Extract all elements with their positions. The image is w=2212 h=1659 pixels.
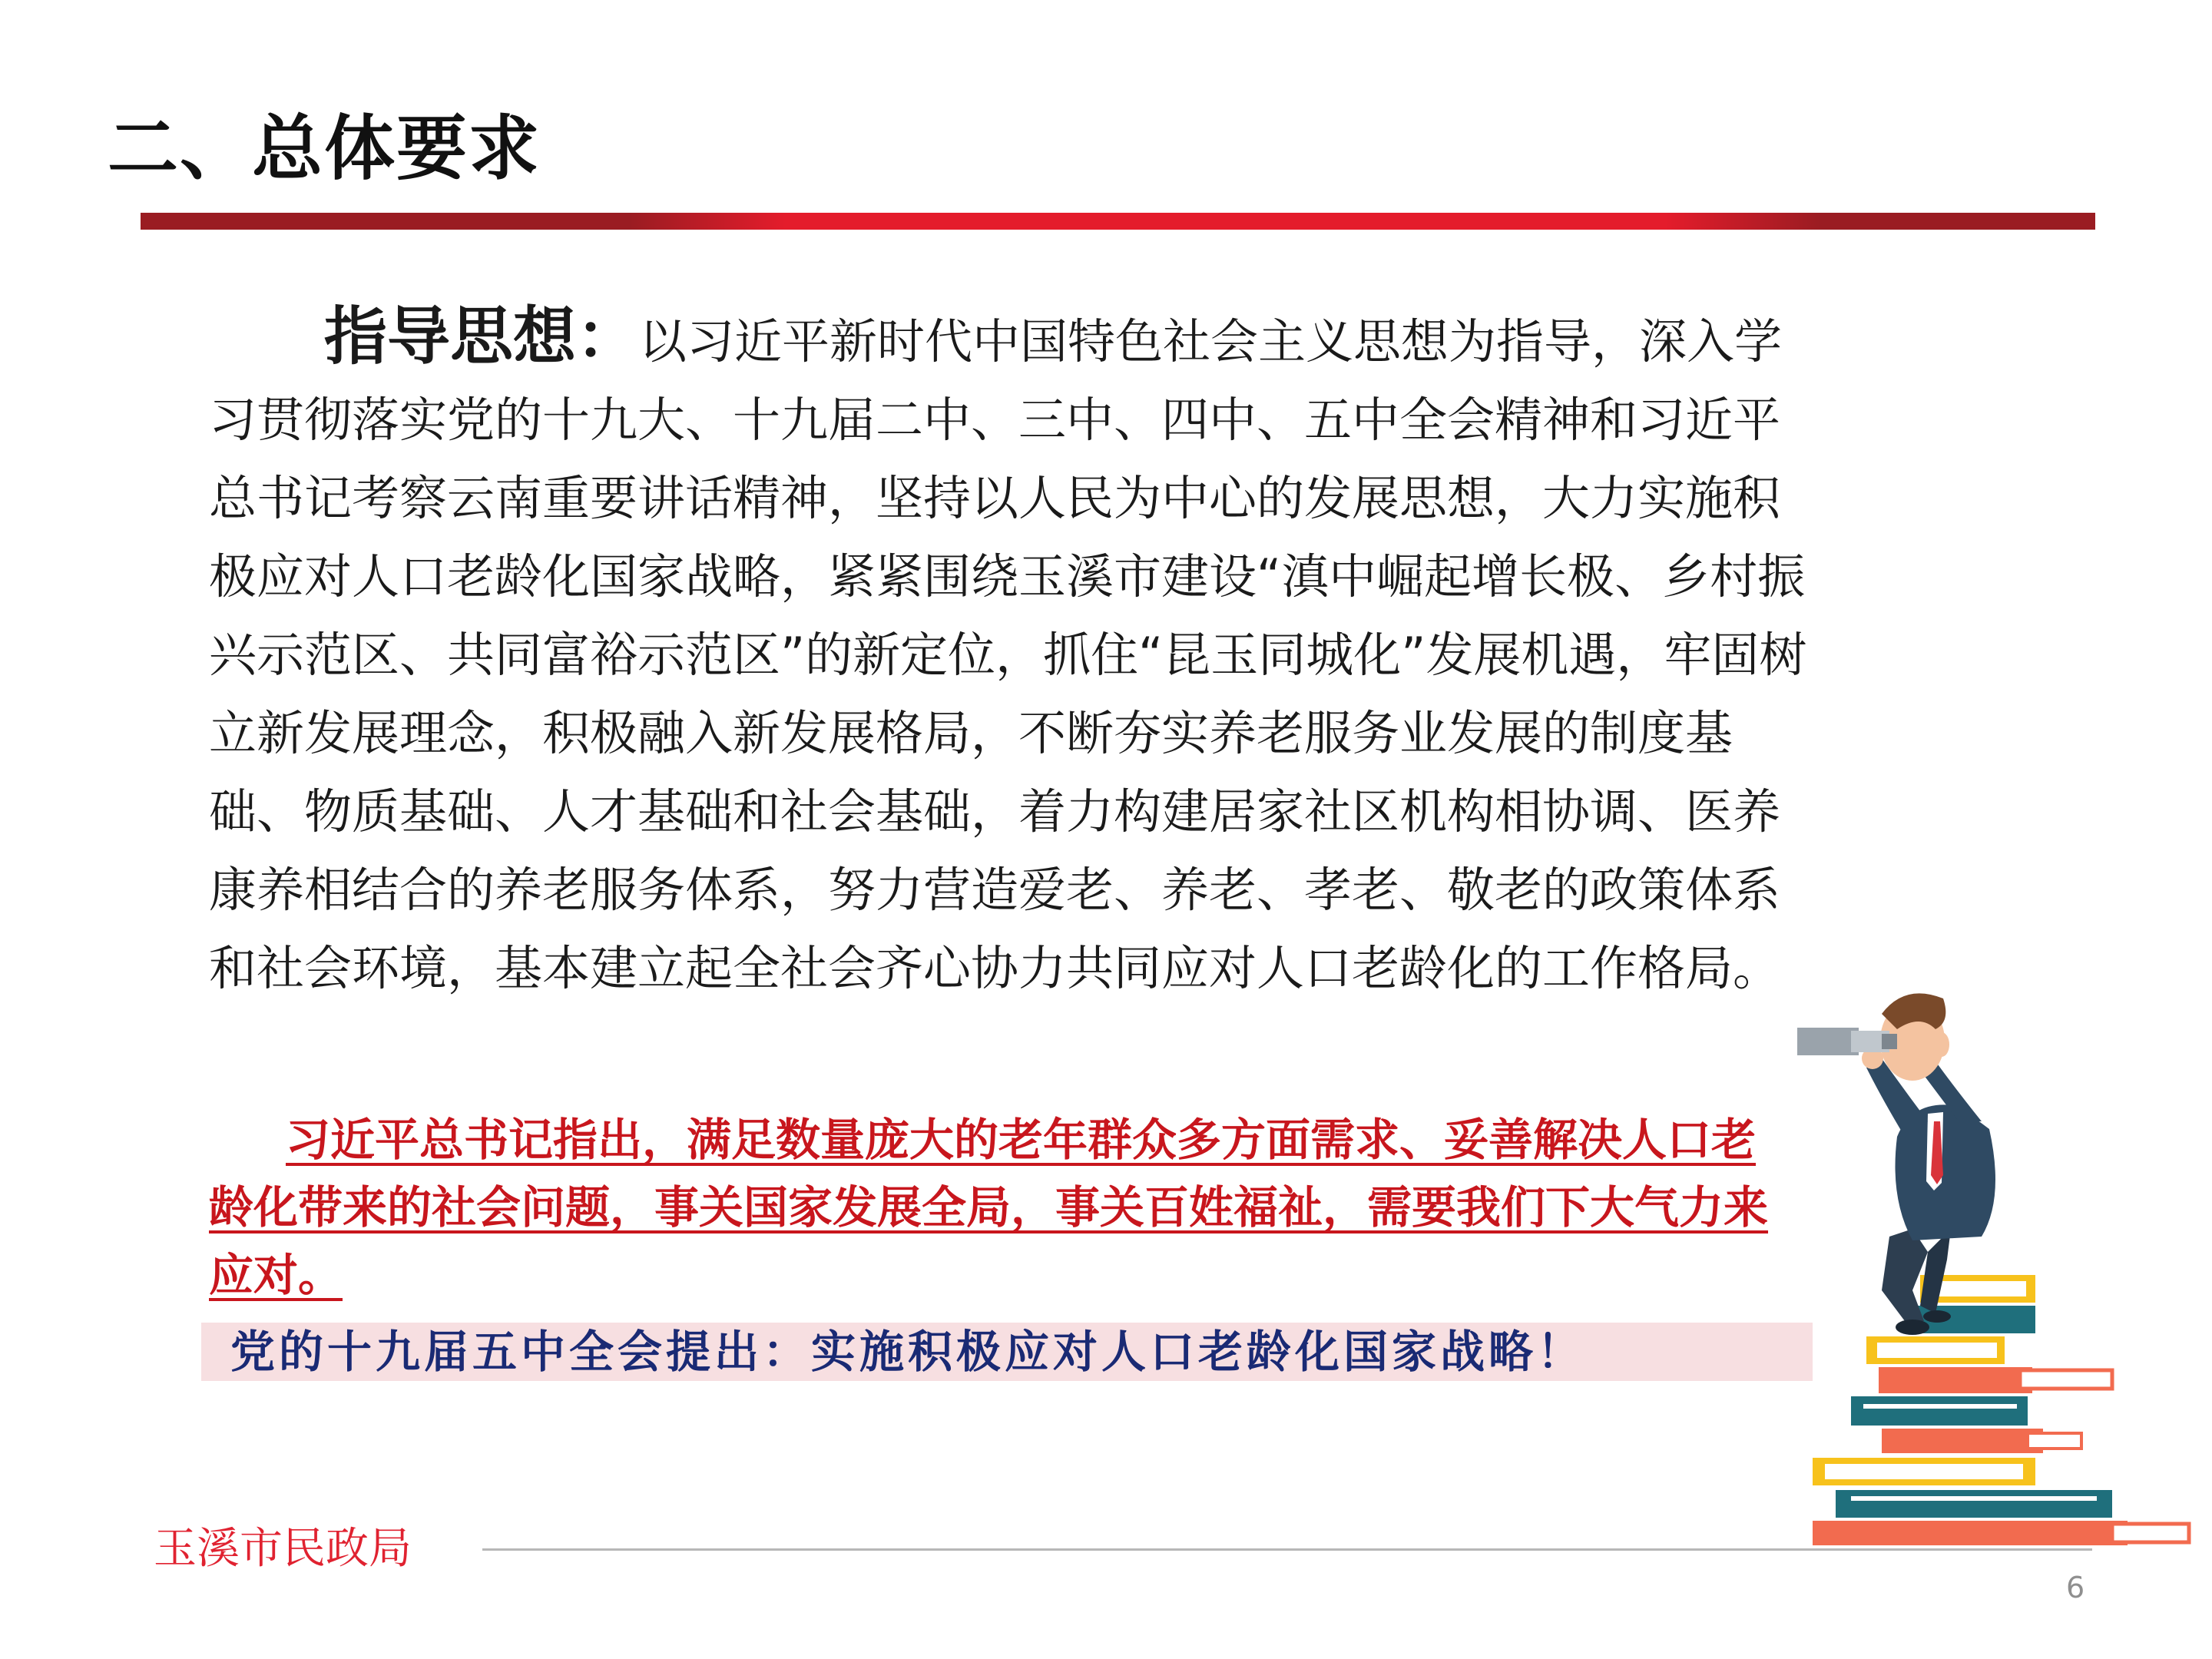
title-underline-bar <box>141 213 2095 230</box>
man-with-telescope-on-books-icon <box>1797 983 2197 1551</box>
book-stack <box>1813 1275 2189 1545</box>
guiding-thought-heading: 指导思想： <box>324 300 640 373</box>
guiding-thought-paragraph <box>209 298 1814 1008</box>
highlight-banner-text: 党的十九届五中全会提出：实施积极应对人口老龄化国家战略！ <box>230 1326 1586 1378</box>
guiding-thought-text: 以习近平新时代中国特色社会主义思想为指导，深入学习贯彻落实党的十九大、十九届二中、三中、四中、五中全会精神和习近平总书记考察云南重要讲话精神，坚持以人民为中心的发展思想，大力实施积极应对人口老龄化国家战略，紧紧围绕玉溪市建设“滇中崛起增长极、乡村振兴示范区、共同富裕示范区”的新定位，抓住“昆玉同城化”发展机遇，牢固树立新发展理念，积极融入新发展格局，不断夯实养老服务业发展的制度基础、物质基础、人才基础和社会基础，着力构建居家社区机构相协调、医养康养相结合的养老服务体系，努力营造爱老、养老、孝老、敬老的政策体系和社会环境，基本建立起全社会齐心协力共同应对人口老龄化的工作格局。 <box>209 313 1807 996</box>
footer-divider <box>482 1548 2092 1551</box>
xi-quote: 习近平总书记指出，满足数量庞大的老年群众多方面需求、妥善解决人口老龄化带来的社会问题，事关国家发展全局，事关百姓福祉，需要我们下大气力来应对。 <box>209 1114 1769 1301</box>
footer-organization: 玉溪市民政局 <box>154 1524 412 1574</box>
page-number: 6 <box>2066 1571 2085 1604</box>
page-title: 二、总体要求 <box>108 108 541 190</box>
guiding-thought-section <box>209 298 1814 1008</box>
